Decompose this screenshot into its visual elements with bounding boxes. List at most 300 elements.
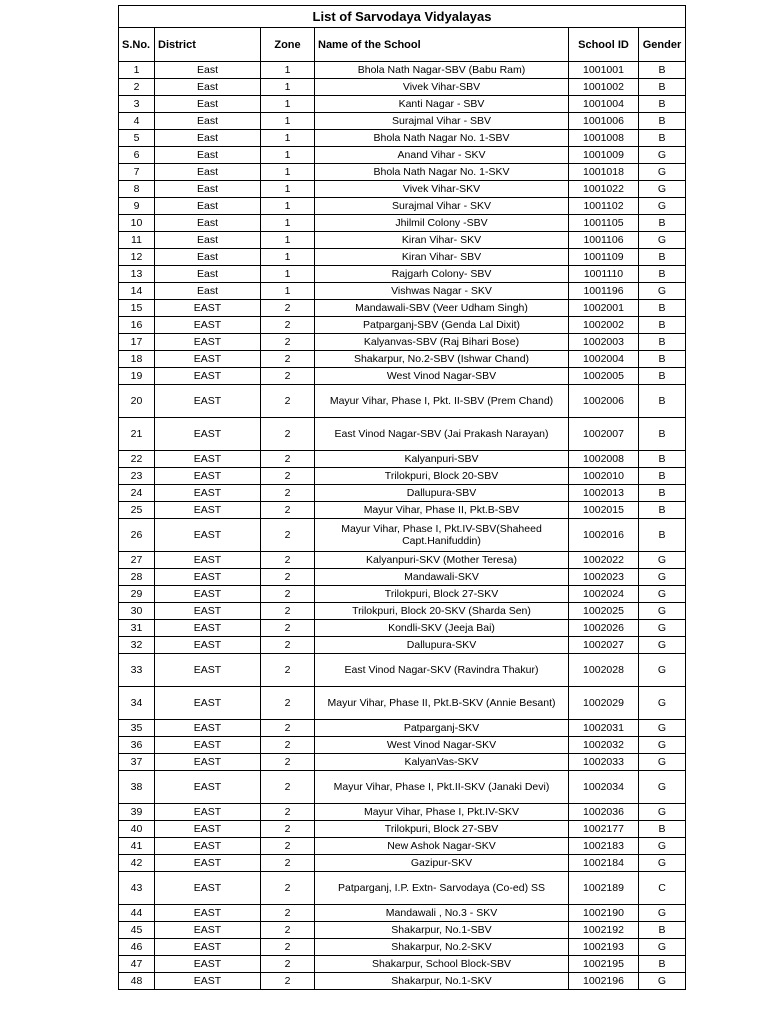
cell-gender: G — [639, 198, 686, 215]
table-row — [119, 637, 686, 654]
table-row — [119, 620, 686, 637]
cell-district: East — [155, 283, 261, 300]
cell-school-id: 1001105 — [569, 215, 639, 232]
cell-sno: 45 — [119, 922, 155, 939]
cell-gender: B — [639, 451, 686, 468]
cell-school-name: Trilokpuri, Block 20-SBV — [315, 468, 569, 485]
table-row — [119, 737, 686, 754]
cell-school-id: 1001001 — [569, 62, 639, 79]
cell-district: East — [155, 147, 261, 164]
cell-district: EAST — [155, 838, 261, 855]
header-row — [119, 28, 686, 62]
cell-sno: 27 — [119, 552, 155, 569]
cell-sno: 16 — [119, 317, 155, 334]
cell-district: EAST — [155, 939, 261, 956]
cell-sno: 18 — [119, 351, 155, 368]
cell-school-name: Mayur Vihar, Phase I, Pkt.IV-SBV(Shaheed Capt.Hanifuddin) — [315, 519, 569, 552]
cell-sno: 30 — [119, 603, 155, 620]
cell-gender: G — [639, 232, 686, 249]
cell-gender: G — [639, 855, 686, 872]
cell-school-id: 1002196 — [569, 973, 639, 990]
table-row — [119, 62, 686, 79]
table-row — [119, 905, 686, 922]
cell-school-name: Kalyanpuri-SBV — [315, 451, 569, 468]
cell-school-id: 1002003 — [569, 334, 639, 351]
cell-zone: 2 — [261, 300, 315, 317]
table-row — [119, 198, 686, 215]
cell-school-id: 1001106 — [569, 232, 639, 249]
cell-sno: 41 — [119, 838, 155, 855]
cell-school-name: Patparganj-SKV — [315, 720, 569, 737]
cell-district: EAST — [155, 754, 261, 771]
cell-school-name: Shakarpur, No.2-SBV (Ishwar Chand) — [315, 351, 569, 368]
cell-zone: 2 — [261, 771, 315, 804]
cell-gender: B — [639, 351, 686, 368]
table-row — [119, 215, 686, 232]
cell-gender: G — [639, 804, 686, 821]
cell-district: EAST — [155, 855, 261, 872]
cell-district: EAST — [155, 637, 261, 654]
cell-zone: 1 — [261, 79, 315, 96]
cell-zone: 1 — [261, 249, 315, 266]
schools-table — [118, 5, 686, 990]
cell-school-name: Jhilmil Colony -SBV — [315, 215, 569, 232]
cell-school-id: 1002006 — [569, 385, 639, 418]
cell-district: EAST — [155, 552, 261, 569]
cell-zone: 2 — [261, 922, 315, 939]
cell-district: East — [155, 164, 261, 181]
cell-sno: 9 — [119, 198, 155, 215]
cell-school-name: Vivek Vihar-SBV — [315, 79, 569, 96]
cell-zone: 2 — [261, 905, 315, 922]
cell-district: EAST — [155, 872, 261, 905]
cell-school-id: 1002192 — [569, 922, 639, 939]
cell-gender: G — [639, 164, 686, 181]
cell-zone: 2 — [261, 485, 315, 502]
cell-zone: 2 — [261, 872, 315, 905]
cell-school-name: Trilokpuri, Block 27-SBV — [315, 821, 569, 838]
cell-school-id: 1002034 — [569, 771, 639, 804]
cell-sno: 2 — [119, 79, 155, 96]
cell-sno: 40 — [119, 821, 155, 838]
cell-zone: 2 — [261, 603, 315, 620]
cell-school-name: Anand Vihar - SKV — [315, 147, 569, 164]
cell-zone: 2 — [261, 654, 315, 687]
cell-zone: 2 — [261, 720, 315, 737]
cell-sno: 31 — [119, 620, 155, 637]
cell-sno: 17 — [119, 334, 155, 351]
table-row — [119, 872, 686, 905]
cell-school-name: Patparganj, I.P. Extn- Sarvodaya (Co-ed) SS — [315, 872, 569, 905]
cell-sno: 35 — [119, 720, 155, 737]
cell-school-name: Shakarpur, No.1-SKV — [315, 973, 569, 990]
cell-district: EAST — [155, 956, 261, 973]
column-header-zone: Zone — [261, 28, 315, 62]
table-row — [119, 720, 686, 737]
cell-school-name: Vivek Vihar-SKV — [315, 181, 569, 198]
cell-district: East — [155, 113, 261, 130]
cell-gender: B — [639, 113, 686, 130]
table-row — [119, 96, 686, 113]
cell-school-id: 1001022 — [569, 181, 639, 198]
cell-school-name: Dallupura-SBV — [315, 485, 569, 502]
cell-sno: 23 — [119, 468, 155, 485]
cell-gender: B — [639, 956, 686, 973]
cell-sno: 46 — [119, 939, 155, 956]
cell-sno: 5 — [119, 130, 155, 147]
cell-district: East — [155, 215, 261, 232]
cell-district: EAST — [155, 771, 261, 804]
cell-zone: 1 — [261, 198, 315, 215]
cell-school-id: 1001004 — [569, 96, 639, 113]
table-row — [119, 552, 686, 569]
table-row — [119, 283, 686, 300]
cell-school-id: 1002177 — [569, 821, 639, 838]
table-row — [119, 79, 686, 96]
cell-school-name: Kalyanpuri-SKV (Mother Teresa) — [315, 552, 569, 569]
cell-district: East — [155, 79, 261, 96]
table-row — [119, 569, 686, 586]
cell-gender: B — [639, 418, 686, 451]
cell-gender: B — [639, 62, 686, 79]
cell-school-id: 1002015 — [569, 502, 639, 519]
cell-zone: 2 — [261, 637, 315, 654]
cell-gender: G — [639, 754, 686, 771]
cell-zone: 2 — [261, 351, 315, 368]
table-row — [119, 654, 686, 687]
cell-district: EAST — [155, 451, 261, 468]
cell-sno: 33 — [119, 654, 155, 687]
cell-district: EAST — [155, 687, 261, 720]
cell-sno: 6 — [119, 147, 155, 164]
cell-school-id: 1002029 — [569, 687, 639, 720]
cell-school-id: 1002010 — [569, 468, 639, 485]
cell-sno: 42 — [119, 855, 155, 872]
cell-zone: 2 — [261, 956, 315, 973]
cell-gender: B — [639, 300, 686, 317]
cell-school-name: Shakarpur, No.2-SKV — [315, 939, 569, 956]
cell-gender: G — [639, 687, 686, 720]
cell-school-name: Shakarpur, School Block-SBV — [315, 956, 569, 973]
cell-school-id: 1002025 — [569, 603, 639, 620]
cell-school-name: Bhola Nath Nagar-SBV (Babu Ram) — [315, 62, 569, 79]
cell-gender: G — [639, 603, 686, 620]
table-row — [119, 418, 686, 451]
cell-school-name: Mandawali-SBV (Veer Udham Singh) — [315, 300, 569, 317]
cell-zone: 2 — [261, 552, 315, 569]
cell-district: EAST — [155, 351, 261, 368]
cell-zone: 1 — [261, 147, 315, 164]
cell-district: East — [155, 232, 261, 249]
cell-gender: B — [639, 79, 686, 96]
column-header-gender: Gender — [639, 28, 686, 62]
cell-school-name: Mayur Vihar, Phase I, Pkt.IV-SKV — [315, 804, 569, 821]
cell-school-name: Vishwas Nagar - SKV — [315, 283, 569, 300]
cell-zone: 2 — [261, 569, 315, 586]
table-row — [119, 385, 686, 418]
cell-school-id: 1001009 — [569, 147, 639, 164]
cell-district: East — [155, 96, 261, 113]
cell-school-name: Dallupura-SKV — [315, 637, 569, 654]
cell-school-name: New Ashok Nagar-SKV — [315, 838, 569, 855]
cell-zone: 2 — [261, 468, 315, 485]
cell-school-name: Trilokpuri, Block 27-SKV — [315, 586, 569, 603]
cell-district: East — [155, 130, 261, 147]
cell-district: EAST — [155, 468, 261, 485]
cell-school-name: Shakarpur, No.1-SBV — [315, 922, 569, 939]
cell-district: EAST — [155, 603, 261, 620]
cell-district: EAST — [155, 620, 261, 637]
cell-district: EAST — [155, 385, 261, 418]
cell-school-name: Bhola Nath Nagar No. 1-SBV — [315, 130, 569, 147]
cell-school-id: 1001018 — [569, 164, 639, 181]
table-row — [119, 300, 686, 317]
cell-school-id: 1002036 — [569, 804, 639, 821]
cell-zone: 2 — [261, 418, 315, 451]
cell-district: EAST — [155, 300, 261, 317]
cell-gender: B — [639, 821, 686, 838]
table-row — [119, 232, 686, 249]
table-row — [119, 973, 686, 990]
cell-sno: 39 — [119, 804, 155, 821]
table-row — [119, 956, 686, 973]
column-header-sno: S.No. — [119, 28, 155, 62]
cell-school-id: 1002184 — [569, 855, 639, 872]
cell-school-id: 1002032 — [569, 737, 639, 754]
cell-gender: B — [639, 385, 686, 418]
cell-school-id: 1001109 — [569, 249, 639, 266]
cell-school-name: East Vinod Nagar-SKV (Ravindra Thakur) — [315, 654, 569, 687]
cell-sno: 13 — [119, 266, 155, 283]
cell-school-name: Mandawali-SKV — [315, 569, 569, 586]
cell-school-name: Mayur Vihar, Phase II, Pkt.B-SBV — [315, 502, 569, 519]
cell-district: EAST — [155, 418, 261, 451]
table-row — [119, 804, 686, 821]
cell-sno: 28 — [119, 569, 155, 586]
cell-school-name: West Vinod Nagar-SBV — [315, 368, 569, 385]
cell-school-id: 1002008 — [569, 451, 639, 468]
cell-gender: G — [639, 737, 686, 754]
table-row — [119, 147, 686, 164]
cell-school-id: 1001006 — [569, 113, 639, 130]
cell-school-id: 1002189 — [569, 872, 639, 905]
cell-district: EAST — [155, 922, 261, 939]
cell-sno: 12 — [119, 249, 155, 266]
cell-sno: 34 — [119, 687, 155, 720]
cell-gender: B — [639, 317, 686, 334]
cell-gender: G — [639, 771, 686, 804]
cell-zone: 2 — [261, 838, 315, 855]
cell-district: EAST — [155, 720, 261, 737]
cell-school-id: 1002028 — [569, 654, 639, 687]
cell-zone: 2 — [261, 687, 315, 720]
column-header-school-id: School ID — [569, 28, 639, 62]
page-title: List of Sarvodaya Vidyalayas — [119, 6, 686, 28]
table-row — [119, 468, 686, 485]
table-row — [119, 771, 686, 804]
cell-zone: 2 — [261, 620, 315, 637]
cell-sno: 36 — [119, 737, 155, 754]
cell-district: EAST — [155, 485, 261, 502]
cell-sno: 20 — [119, 385, 155, 418]
cell-school-name: Kanti Nagar - SBV — [315, 96, 569, 113]
cell-school-id: 1002004 — [569, 351, 639, 368]
table-row — [119, 754, 686, 771]
cell-zone: 1 — [261, 266, 315, 283]
cell-gender: G — [639, 569, 686, 586]
cell-school-id: 1002005 — [569, 368, 639, 385]
cell-district: EAST — [155, 654, 261, 687]
cell-zone: 1 — [261, 215, 315, 232]
cell-zone: 1 — [261, 181, 315, 198]
cell-gender: G — [639, 586, 686, 603]
cell-school-id: 1002031 — [569, 720, 639, 737]
table-body — [119, 62, 686, 990]
column-header-district: District — [155, 28, 261, 62]
cell-school-name: Surajmal Vihar - SKV — [315, 198, 569, 215]
cell-district: East — [155, 266, 261, 283]
cell-sno: 37 — [119, 754, 155, 771]
cell-district: EAST — [155, 569, 261, 586]
table-row — [119, 164, 686, 181]
cell-sno: 10 — [119, 215, 155, 232]
cell-school-name: East Vinod Nagar-SBV (Jai Prakash Narayan) — [315, 418, 569, 451]
cell-district: EAST — [155, 973, 261, 990]
cell-zone: 2 — [261, 519, 315, 552]
cell-district: East — [155, 198, 261, 215]
cell-zone: 1 — [261, 283, 315, 300]
cell-gender: B — [639, 266, 686, 283]
cell-zone: 2 — [261, 368, 315, 385]
cell-school-name: West Vinod Nagar-SKV — [315, 737, 569, 754]
cell-district: EAST — [155, 334, 261, 351]
table-row — [119, 334, 686, 351]
cell-district: EAST — [155, 519, 261, 552]
cell-zone: 2 — [261, 334, 315, 351]
cell-gender: G — [639, 637, 686, 654]
cell-school-id: 1002023 — [569, 569, 639, 586]
cell-school-id: 1002022 — [569, 552, 639, 569]
cell-zone: 2 — [261, 939, 315, 956]
cell-zone: 1 — [261, 96, 315, 113]
cell-school-id: 1002016 — [569, 519, 639, 552]
table-row — [119, 502, 686, 519]
table-row — [119, 451, 686, 468]
cell-sno: 43 — [119, 872, 155, 905]
cell-gender: B — [639, 130, 686, 147]
cell-school-name: KalyanVas-SKV — [315, 754, 569, 771]
cell-school-name: Gazipur-SKV — [315, 855, 569, 872]
cell-district: EAST — [155, 586, 261, 603]
cell-gender: B — [639, 215, 686, 232]
table-row — [119, 586, 686, 603]
table-row — [119, 519, 686, 552]
cell-district: EAST — [155, 368, 261, 385]
table-row — [119, 317, 686, 334]
cell-school-id: 1002024 — [569, 586, 639, 603]
table-row — [119, 266, 686, 283]
cell-school-id: 1002190 — [569, 905, 639, 922]
table-row — [119, 838, 686, 855]
cell-school-name: Kiran Vihar- SKV — [315, 232, 569, 249]
cell-school-id: 1001110 — [569, 266, 639, 283]
table-row — [119, 603, 686, 620]
cell-school-name: Rajgarh Colony- SBV — [315, 266, 569, 283]
cell-gender: C — [639, 872, 686, 905]
cell-school-id: 1002007 — [569, 418, 639, 451]
cell-zone: 2 — [261, 855, 315, 872]
cell-sno: 22 — [119, 451, 155, 468]
table-row — [119, 368, 686, 385]
cell-school-name: Mayur Vihar, Phase II, Pkt.B-SKV (Annie Besant) — [315, 687, 569, 720]
cell-school-id: 1001008 — [569, 130, 639, 147]
cell-gender: B — [639, 519, 686, 552]
cell-school-id: 1002001 — [569, 300, 639, 317]
cell-school-id: 1002195 — [569, 956, 639, 973]
cell-school-name: Kiran Vihar- SBV — [315, 249, 569, 266]
cell-school-name: Kondli-SKV (Jeeja Bai) — [315, 620, 569, 637]
cell-district: EAST — [155, 821, 261, 838]
cell-zone: 2 — [261, 821, 315, 838]
cell-school-id: 1002002 — [569, 317, 639, 334]
cell-gender: G — [639, 838, 686, 855]
table-row — [119, 113, 686, 130]
table-row — [119, 687, 686, 720]
cell-school-name: Bhola Nath Nagar No. 1-SKV — [315, 164, 569, 181]
cell-sno: 24 — [119, 485, 155, 502]
cell-gender: G — [639, 552, 686, 569]
cell-sno: 4 — [119, 113, 155, 130]
cell-sno: 47 — [119, 956, 155, 973]
cell-sno: 19 — [119, 368, 155, 385]
cell-school-id: 1002013 — [569, 485, 639, 502]
cell-district: EAST — [155, 804, 261, 821]
cell-gender: B — [639, 368, 686, 385]
cell-district: East — [155, 62, 261, 79]
cell-school-id: 1002033 — [569, 754, 639, 771]
cell-district: EAST — [155, 502, 261, 519]
cell-school-name: Trilokpuri, Block 20-SKV (Sharda Sen) — [315, 603, 569, 620]
cell-school-name: Kalyanvas-SBV (Raj Bihari Bose) — [315, 334, 569, 351]
cell-school-id: 1002183 — [569, 838, 639, 855]
table-row — [119, 939, 686, 956]
cell-gender: G — [639, 654, 686, 687]
cell-gender: G — [639, 620, 686, 637]
cell-gender: G — [639, 720, 686, 737]
cell-district: EAST — [155, 905, 261, 922]
cell-gender: B — [639, 249, 686, 266]
cell-gender: G — [639, 147, 686, 164]
cell-school-name: Mayur Vihar, Phase I, Pkt.II-SKV (Janaki Devi) — [315, 771, 569, 804]
cell-zone: 1 — [261, 164, 315, 181]
cell-zone: 2 — [261, 804, 315, 821]
cell-sno: 32 — [119, 637, 155, 654]
cell-gender: B — [639, 334, 686, 351]
cell-zone: 1 — [261, 130, 315, 147]
cell-zone: 2 — [261, 317, 315, 334]
cell-sno: 21 — [119, 418, 155, 451]
cell-sno: 29 — [119, 586, 155, 603]
table-row — [119, 351, 686, 368]
cell-school-id: 1001196 — [569, 283, 639, 300]
cell-school-id: 1002193 — [569, 939, 639, 956]
cell-gender: G — [639, 905, 686, 922]
cell-sno: 25 — [119, 502, 155, 519]
cell-school-name: Mandawali , No.3 - SKV — [315, 905, 569, 922]
table-row — [119, 485, 686, 502]
table-row — [119, 855, 686, 872]
cell-gender: G — [639, 283, 686, 300]
